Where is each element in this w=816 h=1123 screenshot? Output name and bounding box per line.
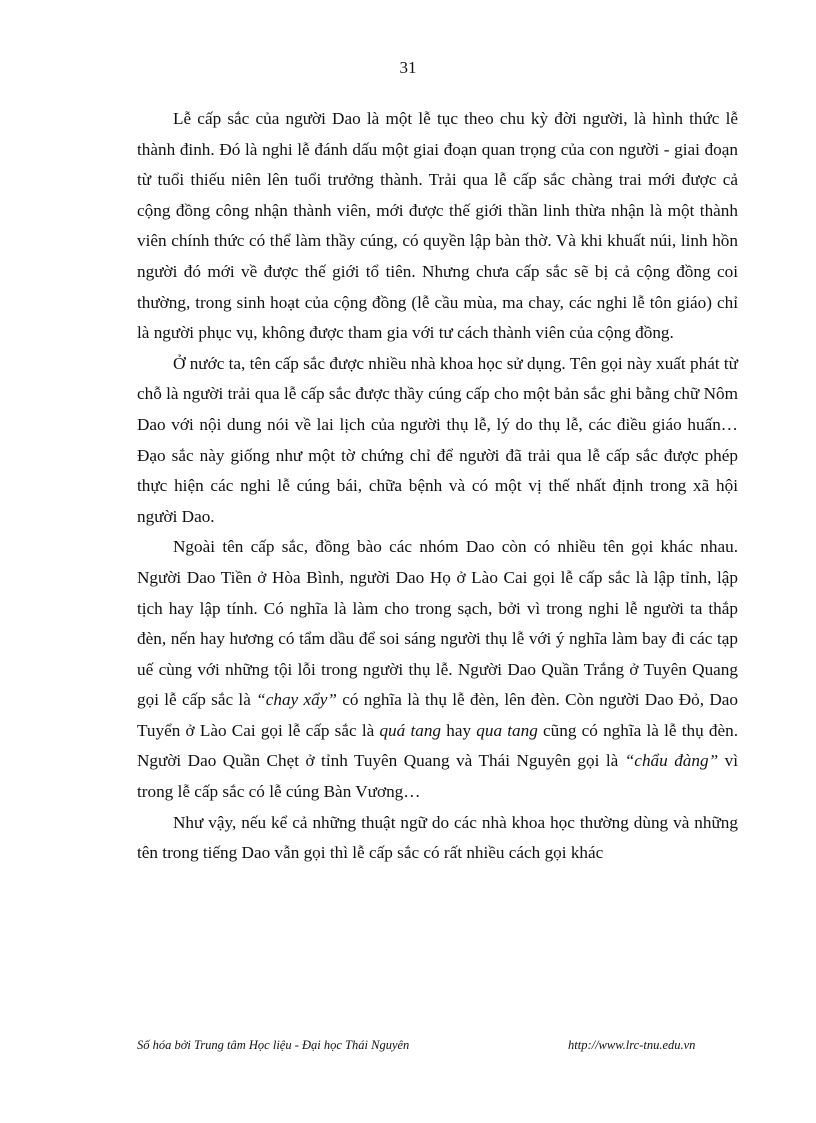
text-run: cũng có nghĩa là lễ thụ đèn. Người Dao Quần Chẹt ở tỉnh Tuyên Quang và Thái Nguyên gọi là xyxy=(137,720,739,771)
paragraph xyxy=(137,104,738,349)
italic-term: qua tang xyxy=(476,720,538,740)
italic-term: “chay xẩy” xyxy=(256,690,337,710)
text-run: có nghĩa là thụ lễ đèn, lên đèn. Còn người Dao Đỏ, Dao Tuyển ở Lào Cai gọi lễ cấp sắc là xyxy=(137,690,738,740)
page-number: 31 xyxy=(399,58,417,77)
italic-term: quá tang xyxy=(379,720,442,740)
text-run: vì trong lễ cấp sắc có lễ cúng Bàn Vương… xyxy=(137,751,739,802)
footer-source: Số hóa bởi Trung tâm Học liệu - Đại học Thái Nguyên xyxy=(137,1038,410,1052)
text-run: hay xyxy=(441,720,477,740)
italic-term: “chẩu đàng” xyxy=(624,751,719,771)
body-text xyxy=(137,104,738,869)
paragraph xyxy=(137,349,738,533)
paragraph xyxy=(137,808,738,869)
footer-url[interactable]: http://www.lrc-tnu.edu.vn xyxy=(568,1038,696,1052)
text-run: Như vậy, nếu kể cả những thuật ngữ do các nhà khoa học thường dùng và những tên trong tiếng Dao vẫn gọi thì lễ cấp sắc có rất nhiều cách gọi khác xyxy=(137,812,738,863)
text-run: Lễ cấp sắc của người Dao là một lễ tục theo chu kỳ đời người, là hình thức lễ thành đinh. Đó là nghi lễ đánh dấu một giai đoạn quan trọng của con người - giai đoạn từ tuổi thiếu niên lên tuổi trưởng thành. Trải qua lễ cấp sắc chàng trai mới được cả cộng đồng công nhận thành viên, mới được thế giới thần linh thừa nhận là một thành viên chính thức có thể làm thầy cúng, có quyền lập bàn thờ. Và khi khuất núi, linh hồn người đó mới về được thế giới tổ tiên. Nhưng chưa cấp sắc sẽ bị cả cộng đồng coi thường, trong sinh hoạt của cộng đồng (lễ cầu mùa, ma chay, các nghi lễ tôn giáo) chỉ là người phục vụ, không được tham gia với tư cách thành viên của cộng đồng. xyxy=(137,109,738,343)
text-run: Ở nước ta, tên cấp sắc được nhiều nhà khoa học sử dụng. Tên gọi này xuất phát từ chỗ là người trải qua lễ cấp sắc được thầy cúng cấp cho một bản sắc ghi bằng chữ Nôm Dao với nội dung nói về lai lịch của người thụ lễ, lý do thụ lễ, các điều giáo huấn… Đạo sắc này giống như một tờ chứng chỉ để người đã trải qua lễ cấp sắc được phép thực hiện các nghi lễ cúng bái, chữa bệnh và có một vị thế nhất định trong xã hội người Dao. xyxy=(137,353,738,526)
text-run: Ngoài tên cấp sắc, đồng bào các nhóm Dao còn có nhiều tên gọi khác nhau. Người Dao Tiền ở Hòa Bình, người Dao Họ ở Lào Cai gọi lễ cấp sắc là lập tỉnh, lập tịch hay lập tính. Có nghĩa là làm cho trong sạch, bởi vì trong nghi lễ người ta thắp đèn, nến hay hương có tẩm dầu để soi sáng người thụ lễ với ý nghĩa làm bay đi các tạp uế cùng với những tội lỗi trong người thụ lễ. Người Dao Quần Trắng ở Tuyên Quang gọi lễ cấp sắc là xyxy=(137,537,738,710)
paragraph xyxy=(137,532,738,807)
